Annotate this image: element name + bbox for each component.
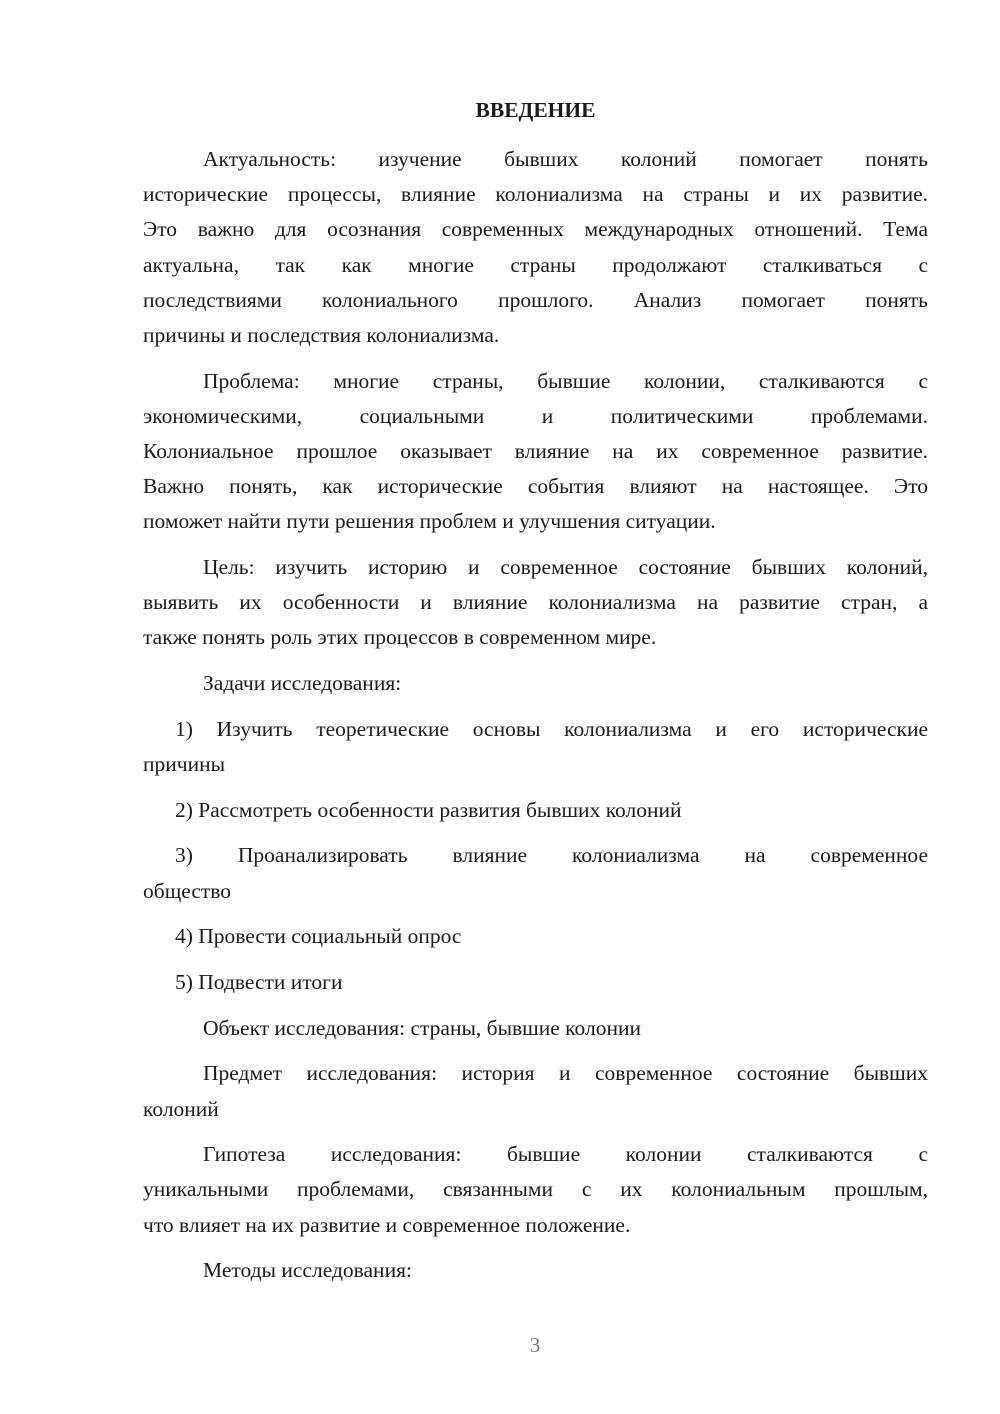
list-item [143,793,928,828]
text-line: причины и последствия колониализма. [143,322,500,347]
paragraph [143,1253,928,1288]
paragraph [143,1137,928,1243]
text-line: также понять роль этих процессов в современном мире. [143,625,657,650]
page-number: 3 [529,1333,541,1357]
paragraph [143,1056,928,1126]
section-title: ВВЕДЕНИЕ [475,98,596,122]
paragraph [143,142,928,353]
list-item [143,838,928,908]
text-line: Важно понять, как исторические события влияют на настоящее. Это [143,474,928,499]
list-item [143,919,928,954]
text-line: актуальна, так как многие страны продолжают сталкиваться с [143,252,928,277]
text-line: Проблема: многие страны, бывшие колонии, сталкиваются с [203,368,928,393]
text-line: что влияет на их развитие и современное положение. [143,1212,631,1237]
document-page [143,93,928,1299]
text-line: Актуальность: изучение бывших колоний помогает понять [203,147,928,171]
text-line: Методы исследования: [203,1258,412,1283]
text-line: Гипотеза исследования: бывшие колонии сталкиваются с [203,1142,928,1167]
paragraph [143,1011,928,1046]
text-line: 2) Рассмотреть особенности развития бывших колоний [175,797,682,822]
text-line: Цель: изучить историю и современное состояние бывших колоний, [203,555,928,580]
text-line: Колониальное прошлое оказывает влияние на их современное развитие. [143,439,928,463]
list-item [143,965,928,1000]
text-line: Это важно для осознания современных международных отношений. Тема [143,217,928,242]
text-line: 5) Подвести итоги [175,969,343,994]
text-line: исторические процессы, влияние колониализма на страны и их развитие. [143,182,928,207]
text-line: выявить их особенности и влияние колониализма на развитие стран, а [143,590,928,615]
document-body [143,142,928,1288]
text-line: Задачи исследования: [203,671,402,696]
text-line: причины [143,752,226,776]
text-line: 1) Изучить теоретические основы колониализма и его исторические [175,716,928,741]
text-line: уникальными проблемами, связанными с их колониальным прошлым, [143,1177,928,1202]
paragraph [143,550,928,656]
text-line: колоний [143,1096,219,1121]
text-line: последствиями колониального прошлого. Анализ помогает понять [143,287,928,312]
text-line: общество [143,878,232,903]
text-line: Предмет исследования: история и современное состояние бывших [203,1061,928,1086]
text-line: 4) Провести социальный опрос [175,924,462,949]
text-line: поможет найти пути решения проблем и улучшения ситуации. [143,509,716,534]
text-line: Объект исследования: страны, бывшие колонии [203,1015,641,1040]
text-line: экономическими, социальными и политическими проблемами. [143,403,928,428]
list-item [143,712,928,782]
paragraph [143,364,928,540]
paragraph [143,666,928,701]
text-line: 3) Проанализировать влияние колониализма на современное [175,843,928,868]
